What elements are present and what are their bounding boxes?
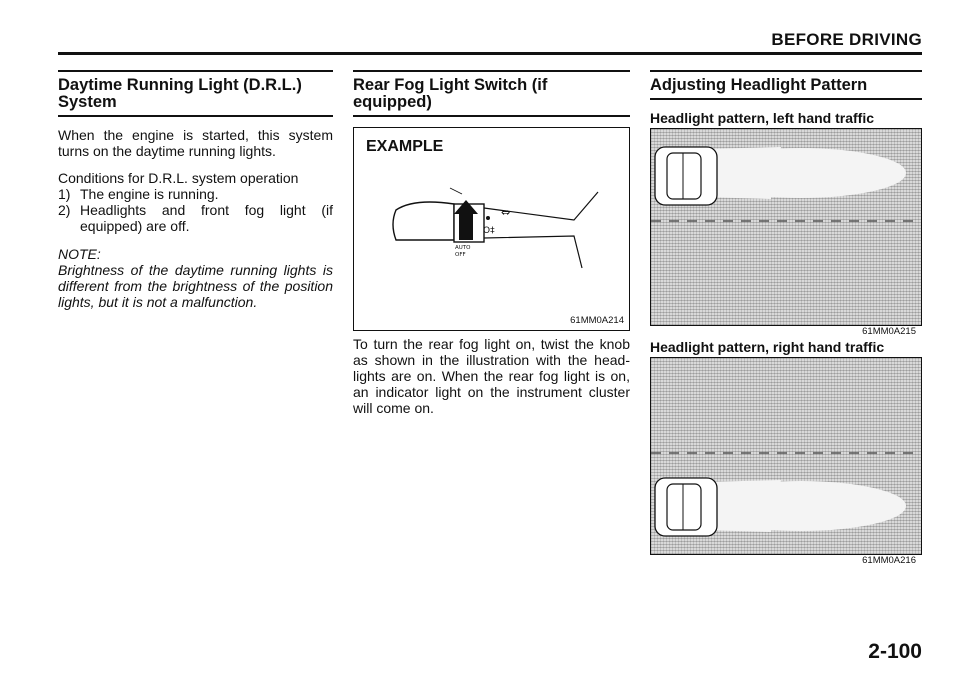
list-item-number: 1) (58, 186, 71, 202)
right-traffic-diagram (650, 357, 922, 555)
headlight-title-rule (650, 98, 922, 100)
left-traffic-caption: Headlight pattern, left hand traffic (650, 110, 875, 126)
combination-switch-illustration (354, 128, 629, 328)
fog-body-text: To turn the rear fog light on, twist the knob as shown in the illustration with the head-lights are on. When the rear fog light is on, an indicator light on the instrument cluster will come on. (353, 336, 630, 416)
headlight-section (650, 70, 922, 566)
figure-code: 61MM0A215 (862, 326, 916, 337)
headlight-title: Adjusting Headlight Pattern (650, 70, 922, 98)
fog-title-rule (353, 115, 630, 117)
list-item (58, 202, 333, 234)
fog-section (353, 70, 630, 427)
left-traffic-diagram (650, 128, 922, 326)
figure-example-label: EXAMPLE (366, 138, 444, 155)
right-traffic-illustration (651, 358, 921, 552)
right-traffic-caption: Headlight pattern, right hand traffic (650, 339, 885, 355)
figure-code: 61MM0A214 (570, 315, 624, 326)
page-number: 2-100 (868, 640, 922, 663)
list-item-text: The engine is running. (80, 186, 219, 202)
drl-title-rule (58, 115, 333, 117)
list-item (58, 186, 333, 202)
header-rule (58, 52, 922, 55)
figure-code: 61MM0A216 (862, 555, 916, 566)
switch-auto-label: AUTO (455, 245, 471, 251)
note-text: Brightness of the daytime running lights is different from the brightness of the position lights, but it is not a malfunction. (58, 262, 333, 310)
drl-title: Daytime Running Light (D.R.L.) System (58, 70, 333, 115)
drl-conditions-heading: Conditions for D.R.L. system operation (58, 170, 299, 186)
svg-text:O‡: O‡ (483, 226, 495, 236)
list-item-number: 2) (58, 202, 71, 218)
drl-intro: When the engine is started, this system turns on the daytime running lights. (58, 127, 333, 159)
drl-section (58, 70, 333, 310)
left-traffic-illustration (651, 129, 921, 323)
list-item-text: Headlights and front fog light (if equipped) are off. (80, 202, 333, 234)
fog-switch-figure (353, 127, 630, 331)
page-header-title: BEFORE DRIVING (771, 30, 922, 49)
switch-off-label: OFF (455, 252, 466, 258)
note-label: NOTE: (58, 246, 101, 262)
drl-conditions-list (58, 170, 333, 234)
svg-text:⇔: ⇔ (501, 206, 511, 219)
fog-title: Rear Fog Light Switch (if equipped) (353, 70, 630, 115)
